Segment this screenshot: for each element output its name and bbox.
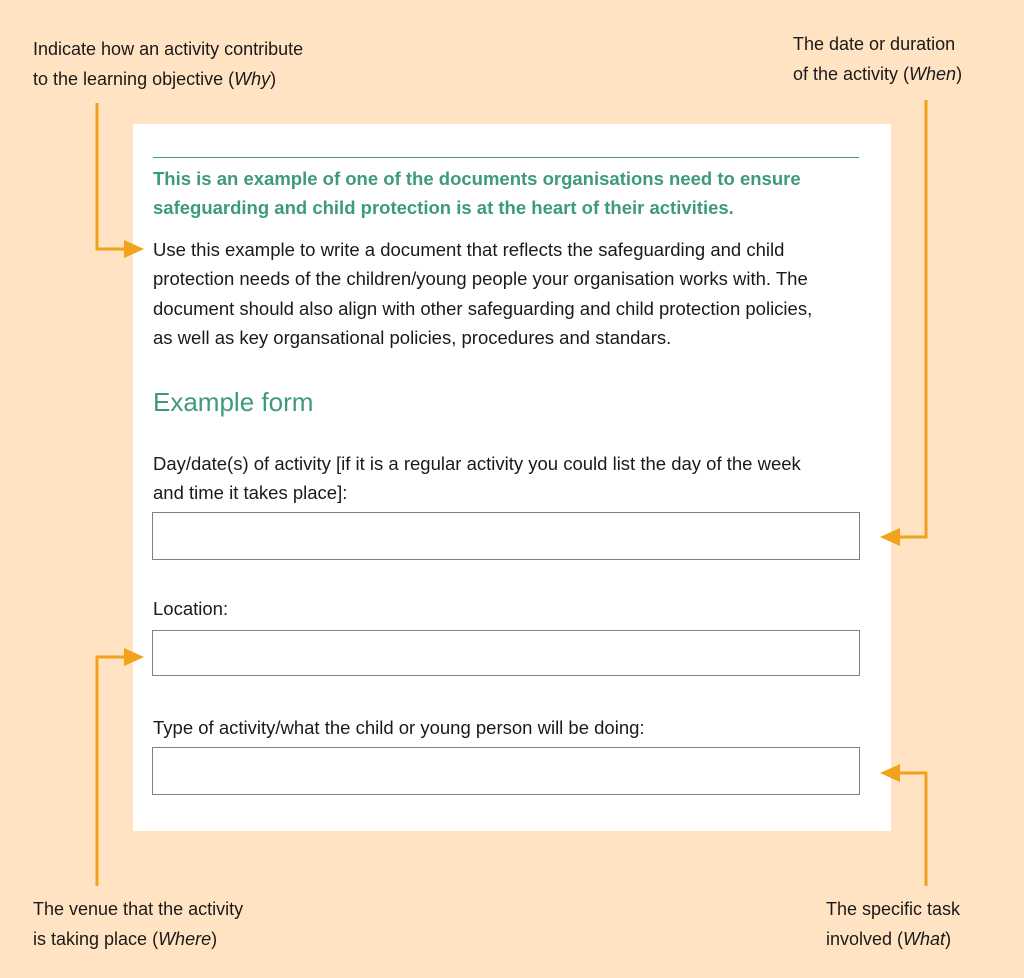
intro-body-line: document should also align with other safeguarding and child protection policies,	[153, 297, 813, 319]
form-title: Example form	[153, 387, 314, 417]
arrow-what-head	[880, 764, 900, 782]
arrow-why-connector	[97, 103, 124, 249]
callout-why-line1: Indicate how an activity contribute	[33, 39, 304, 59]
arrow-when-head	[880, 528, 900, 546]
callout-what-line2: involved (What)	[826, 929, 952, 949]
callout-where-line1: The venue that the activity	[33, 899, 244, 919]
arrow-what-connector	[900, 773, 926, 886]
intro-body-line: Use this example to write a document that reflects the safeguarding and child	[153, 239, 785, 260]
callout-when-line1: The date or duration	[793, 34, 956, 54]
intro-body-line: protection needs of the children/young people your organisation works with. The	[153, 268, 808, 290]
callout-what-line1: The specific task	[826, 899, 961, 919]
arrow-where-head	[124, 648, 144, 666]
location-field-label: Location:	[153, 598, 229, 619]
callout-what-keyword: What	[903, 929, 946, 949]
intro-heading-line: This is an example of one of the documents organisations need to ensure	[153, 168, 801, 189]
callout-where-line2: is taking place (Where)	[33, 929, 218, 949]
arrow-why-head	[124, 240, 144, 258]
activity-type-field-label: Type of activity/what the child or young person will be doing:	[153, 717, 645, 738]
arrow-when-connector	[900, 100, 926, 537]
intro-body-line: as well as key organsational policies, procedures and standars.	[153, 326, 672, 348]
callout-why-line2: to the learning objective (Why)	[33, 69, 277, 89]
callout-when-line2: of the activity (When)	[793, 64, 963, 84]
arrow-where-connector	[97, 657, 124, 886]
callout-why-keyword: Why	[234, 69, 271, 89]
callout-where-keyword: Where	[158, 929, 212, 949]
callout-when-keyword: When	[909, 64, 957, 84]
intro-heading-line: safeguarding and child protection is at the heart of their activities.	[153, 197, 734, 218]
date-field-label: Day/date(s) of activity [if it is a regular activity you could list the day of the week and time it takes place]:	[153, 453, 801, 503]
